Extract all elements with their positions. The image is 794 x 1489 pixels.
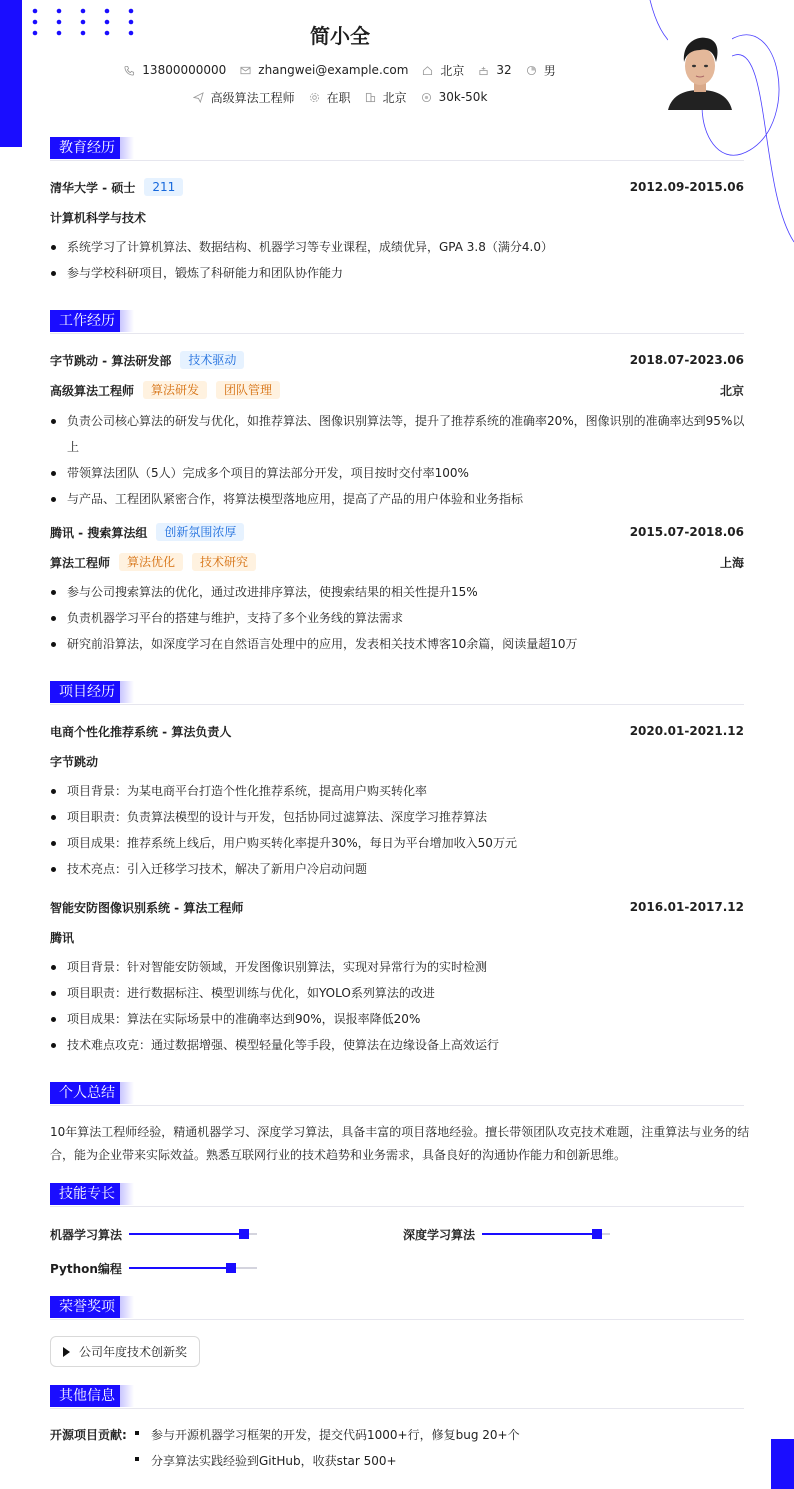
work-header [50,350,744,370]
age-text: 32 [496,63,512,77]
candidate-name: 简小全 [310,24,370,48]
project-header [50,721,744,741]
contact-info-row [0,62,680,78]
work-period: 2015.07-2018.06 [629,525,744,539]
education-major-row [50,207,744,227]
work-header [50,522,744,542]
section-work [50,310,744,334]
role-title: 高级算法工程师 [50,383,135,398]
role-tag: 算法研发 [143,381,207,399]
section-summary [50,1082,744,1106]
list-item: 与产品、工程团队紧密合作，将算法模型落地应用，提高了产品的用户体验和业务指标 [50,486,746,512]
role-tag: 团队管理 [216,381,280,399]
work-location: 上海 [719,555,744,570]
other-list [135,1422,615,1474]
role-tag: 算法优化 [119,553,183,571]
status-item [309,89,351,106]
send-icon [193,92,204,103]
skill-level-knob [592,1229,602,1239]
coin-icon [421,92,432,103]
work-role-row [50,380,744,400]
award-name: 公司年度技术创新奖 [79,1345,188,1359]
list-item: 技术亮点：引入迁移学习技术，解决了新用户冷启动问题 [50,856,750,882]
list-item: 系统学习了计算机算法、数据结构、机器学习等专业课程，成绩优异，GPA 3.8（满分4.0） [50,234,750,260]
project-org: 腾讯 [50,930,75,945]
section-project [50,681,744,705]
role-tag: 技术研究 [192,553,256,571]
list-item: 项目背景：为某电商平台打造个性化推荐系统，提高用户购买转化率 [50,778,750,804]
skill-name: 机器学习算法 [50,1227,123,1242]
education-bullets [50,234,750,286]
gender-icon [526,65,537,76]
work-period: 2018.07-2023.06 [629,353,744,367]
email-item [240,63,408,77]
section-title: 项目经历 [50,681,124,703]
project-bullets [50,778,750,882]
building-icon [365,92,376,103]
city-text: 北京 [440,63,465,78]
project-period: 2020.01-2021.12 [629,724,744,738]
section-awards [50,1296,744,1320]
project-period: 2016.01-2017.12 [629,900,744,914]
skill-level-bar [129,1233,257,1235]
skill-item [50,1260,257,1276]
award-item[interactable] [50,1336,200,1367]
work-bullets [50,579,750,657]
school-name: 清华大学 - 硕士 [50,180,136,195]
phone-icon [124,65,135,76]
section-title: 技能专长 [50,1183,124,1205]
skill-level-bar [482,1233,610,1235]
salary-text: 30k-50k [438,90,488,104]
list-item: 带领算法团队（5人）完成多个项目的算法部分开发，项目按时交付率100% [50,460,746,486]
cake-icon [478,65,489,76]
project-org-row [50,751,744,771]
role-title: 算法工程师 [50,555,111,570]
work-location: 北京 [719,383,744,398]
phone-text: 13800000000 [142,63,227,77]
status-text: 在职 [326,90,351,105]
list-item: 技术难点攻克：通过数据增强、模型轻量化等手段，使算法在边缘设备上高效运行 [50,1032,750,1058]
company-name: 腾讯 - 搜索算法组 [50,525,148,540]
position-item [193,89,295,106]
list-item: 参与学校科研项目，锻炼了科研能力和团队协作能力 [50,260,750,286]
city-item [422,62,464,79]
list-item: 项目背景：针对智能安防领域，开发图像识别算法，实现对异常行为的实时检测 [50,954,750,980]
job-intent-row [0,89,680,105]
education-header [50,177,744,197]
section-title: 荣誉奖项 [50,1296,124,1318]
list-item: 项目成果：推荐系统上线后，用户购买转化率提升30%，每日为平台增加收入50万元 [50,830,750,856]
list-item: 研究前沿算法，如深度学习在自然语言处理中的应用，发表相关技术博客10余篇，阅读量超10万 [50,631,750,657]
home-icon [422,65,433,76]
bottom-right-accent-bar [771,1439,794,1489]
gear-icon [309,92,320,103]
company-tag: 技术驱动 [180,351,244,369]
list-item: 项目成果：算法在实际场景中的准确率达到90%，误报率降低20% [50,1006,750,1032]
project-org: 字节跳动 [50,754,99,769]
education-period: 2012.09-2015.06 [629,180,744,194]
section-education [50,137,744,161]
list-item: 参与开源机器学习框架的开发，提交代码1000+行，修复bug 20+个 [135,1422,615,1448]
project-title: 电商个性化推荐系统 - 算法负责人 [50,724,232,739]
phone-item [124,63,226,77]
skill-level-knob [226,1263,236,1273]
age-item [478,63,511,77]
salary-item [421,90,488,104]
project-bullets [50,954,750,1058]
project-title: 智能安防图像识别系统 - 算法工程师 [50,900,244,915]
skill-level-bar [129,1267,257,1269]
work-role-row [50,552,744,572]
section-skills [50,1183,744,1207]
list-item: 项目职责：负责算法模型的设计与开发，包括协同过滤算法、深度学习推荐算法 [50,804,750,830]
company-name: 字节跳动 - 算法研发部 [50,353,172,368]
list-item: 参与公司搜索算法的优化，通过改进排序算法，使搜索结果的相关性提升15% [50,579,750,605]
section-title: 个人总结 [50,1082,124,1104]
gender-text: 男 [543,63,556,78]
company-tag: 创新氛围浓厚 [156,523,244,541]
list-item: 分享算法实践经验到GitHub，收获star 500+ [135,1448,615,1474]
target-city-text: 北京 [382,90,407,105]
skill-level-fill [482,1233,597,1235]
list-item: 项目职责：进行数据标注、模型训练与优化，如YOLO系列算法的改进 [50,980,750,1006]
position-text: 高级算法工程师 [210,90,295,105]
work-bullets [50,408,746,512]
list-item: 负责机器学习平台的搭建与维护，支持了多个业务线的算法需求 [50,605,750,631]
skill-name: Python编程 [50,1261,122,1276]
section-title: 工作经历 [50,310,124,332]
project-header [50,897,744,917]
skill-name: 深度学习算法 [403,1227,476,1242]
skill-level-fill [129,1233,244,1235]
skill-level-fill [129,1267,231,1269]
list-item: 负责公司核心算法的研发与优化，如推荐算法、图像识别算法等，提升了推荐系统的准确率20%，图像识别的准确率达到95%以上 [50,408,746,460]
school-tag: 211 [144,178,183,196]
mail-icon [240,65,251,76]
project-org-row [50,927,744,947]
avatar [668,28,732,110]
caret-right-icon [63,1347,70,1357]
summary-text: 10年算法工程师经验，精通机器学习、深度学习算法，具备丰富的项目落地经验。擅长带领团队攻克技术难题，注重算法与业务的结合，能为企业带来实际效益。熟悉互联网行业的技术趋势和业务需求，具备良好的沟通协作能力和创新思维。 [50,1125,750,1162]
target-city-item [365,89,407,106]
skill-level-knob [239,1229,249,1239]
other-label: 开源项目贡献: [50,1428,127,1442]
email-text: zhangwei@example.com [258,63,409,77]
section-title: 教育经历 [50,137,124,159]
gender-item [526,62,556,79]
skill-item [403,1226,610,1242]
section-other [50,1385,744,1409]
major: 计算机科学与技术 [50,210,147,225]
skill-item [50,1226,257,1242]
section-title: 其他信息 [50,1385,124,1407]
